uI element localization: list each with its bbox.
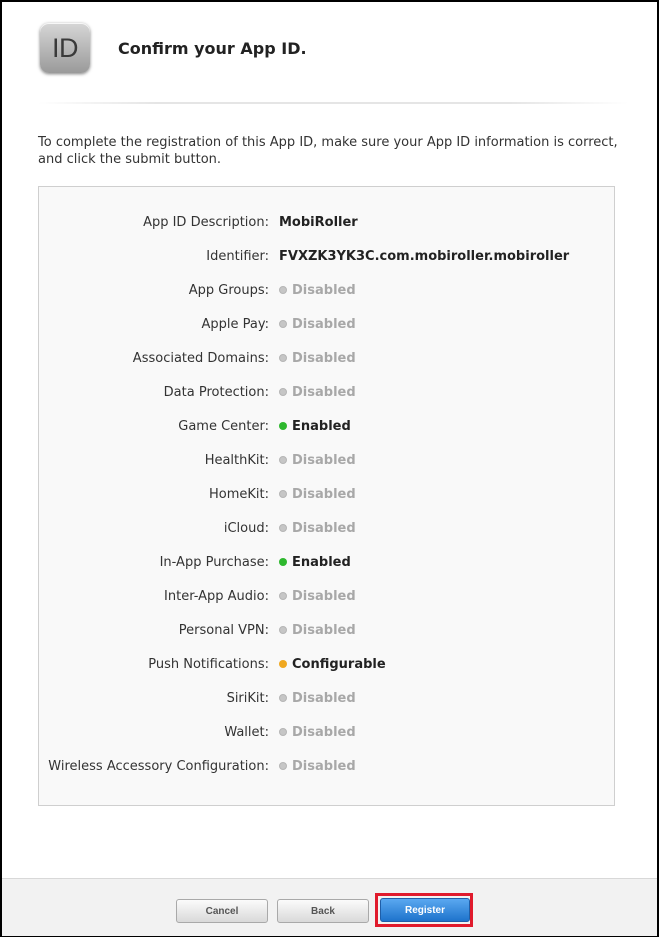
cancel-button[interactable]: Cancel bbox=[176, 899, 268, 923]
status-dot-icon bbox=[279, 694, 287, 702]
status-dot-icon bbox=[279, 354, 287, 362]
capability-status-text: Disabled bbox=[292, 690, 356, 706]
capability-status-text: Disabled bbox=[292, 282, 356, 298]
capability-label: Push Notifications: bbox=[148, 656, 269, 672]
capability-status-text: Disabled bbox=[292, 622, 356, 638]
page-header bbox=[40, 20, 307, 76]
status-dot-icon bbox=[279, 524, 287, 532]
capability-status-text: Disabled bbox=[292, 316, 356, 332]
capability-status-text: Disabled bbox=[292, 724, 356, 740]
capability-row bbox=[39, 586, 614, 606]
capability-row bbox=[39, 654, 614, 674]
capability-label: Inter-App Audio: bbox=[164, 588, 269, 604]
detail-row-identifier bbox=[39, 246, 614, 266]
register-button[interactable]: Register bbox=[380, 898, 470, 922]
status-dot-icon bbox=[279, 626, 287, 634]
capability-row bbox=[39, 688, 614, 708]
capability-status-text: Disabled bbox=[292, 452, 356, 468]
capability-row bbox=[39, 450, 614, 470]
capability-label: HealthKit: bbox=[204, 452, 269, 468]
status-dot-icon bbox=[279, 762, 287, 770]
capability-label: SiriKit: bbox=[226, 690, 269, 706]
detail-row-description bbox=[39, 212, 614, 232]
capability-row bbox=[39, 280, 614, 300]
capability-status-text: Disabled bbox=[292, 588, 356, 604]
capability-row bbox=[39, 314, 614, 334]
status-dot-icon bbox=[279, 320, 287, 328]
capability-row bbox=[39, 518, 614, 538]
capability-label: Wireless Accessory Configuration: bbox=[48, 758, 269, 774]
capability-label: HomeKit: bbox=[208, 486, 269, 502]
capability-status bbox=[279, 283, 356, 298]
capability-row bbox=[39, 484, 614, 504]
capability-label: Associated Domains: bbox=[132, 350, 269, 366]
footer-bar bbox=[2, 878, 657, 936]
back-button[interactable]: Back bbox=[277, 899, 369, 923]
status-dot-icon bbox=[279, 592, 287, 600]
status-dot-icon bbox=[279, 728, 287, 736]
capability-status bbox=[279, 317, 356, 332]
app-id-icon bbox=[40, 23, 90, 73]
capability-label: iCloud: bbox=[223, 520, 269, 536]
capability-row bbox=[39, 382, 614, 402]
capability-status bbox=[279, 487, 356, 502]
capability-row bbox=[39, 722, 614, 742]
status-dot-icon bbox=[279, 286, 287, 294]
capability-status bbox=[279, 657, 386, 672]
capability-label: Apple Pay: bbox=[201, 316, 269, 332]
capability-status bbox=[279, 385, 356, 400]
capability-row bbox=[39, 620, 614, 640]
app-id-details-box bbox=[38, 186, 615, 806]
instructions-text: To complete the registration of this App ID, make sure your App ID information is correct, and click the submit button. bbox=[38, 135, 618, 167]
capability-label: Game Center: bbox=[178, 418, 269, 434]
capability-status bbox=[279, 453, 356, 468]
capability-status bbox=[279, 589, 356, 604]
capability-row bbox=[39, 552, 614, 572]
status-dot-icon bbox=[279, 490, 287, 498]
capability-status bbox=[279, 351, 356, 366]
header-divider bbox=[38, 102, 628, 104]
capability-status-text: Disabled bbox=[292, 758, 356, 774]
capability-label: In-App Purchase: bbox=[159, 554, 269, 570]
description-value: MobiRoller bbox=[279, 214, 358, 230]
app-id-icon-text: ID bbox=[52, 32, 78, 63]
description-label: App ID Description: bbox=[143, 214, 269, 230]
capability-row bbox=[39, 416, 614, 436]
capability-label: Personal VPN: bbox=[178, 622, 269, 638]
status-dot-icon bbox=[279, 660, 287, 668]
capability-status-text: Enabled bbox=[292, 554, 351, 570]
capability-status bbox=[279, 555, 351, 570]
capability-status-text: Disabled bbox=[292, 350, 356, 366]
status-dot-icon bbox=[279, 456, 287, 464]
capability-status bbox=[279, 623, 356, 638]
capability-row bbox=[39, 348, 614, 368]
page-title: Confirm your App ID. bbox=[118, 38, 307, 58]
status-dot-icon bbox=[279, 422, 287, 430]
status-dot-icon bbox=[279, 558, 287, 566]
capability-label: Data Protection: bbox=[163, 384, 269, 400]
capability-label: App Groups: bbox=[188, 282, 269, 298]
capability-status-text: Disabled bbox=[292, 384, 356, 400]
identifier-value: FVXZK3YK3C.com.mobiroller.mobiroller bbox=[279, 248, 570, 264]
capability-status-text: Enabled bbox=[292, 418, 351, 434]
status-dot-icon bbox=[279, 388, 287, 396]
capability-status-text: Disabled bbox=[292, 486, 356, 502]
capability-status bbox=[279, 419, 351, 434]
capability-row bbox=[39, 756, 614, 776]
capability-status bbox=[279, 521, 356, 536]
capability-status bbox=[279, 725, 356, 740]
capability-status bbox=[279, 691, 356, 706]
capability-status-text: Configurable bbox=[292, 656, 386, 672]
capability-status-text: Disabled bbox=[292, 520, 356, 536]
capability-status bbox=[279, 759, 356, 774]
capability-label: Wallet: bbox=[224, 724, 269, 740]
identifier-label: Identifier: bbox=[206, 248, 269, 264]
